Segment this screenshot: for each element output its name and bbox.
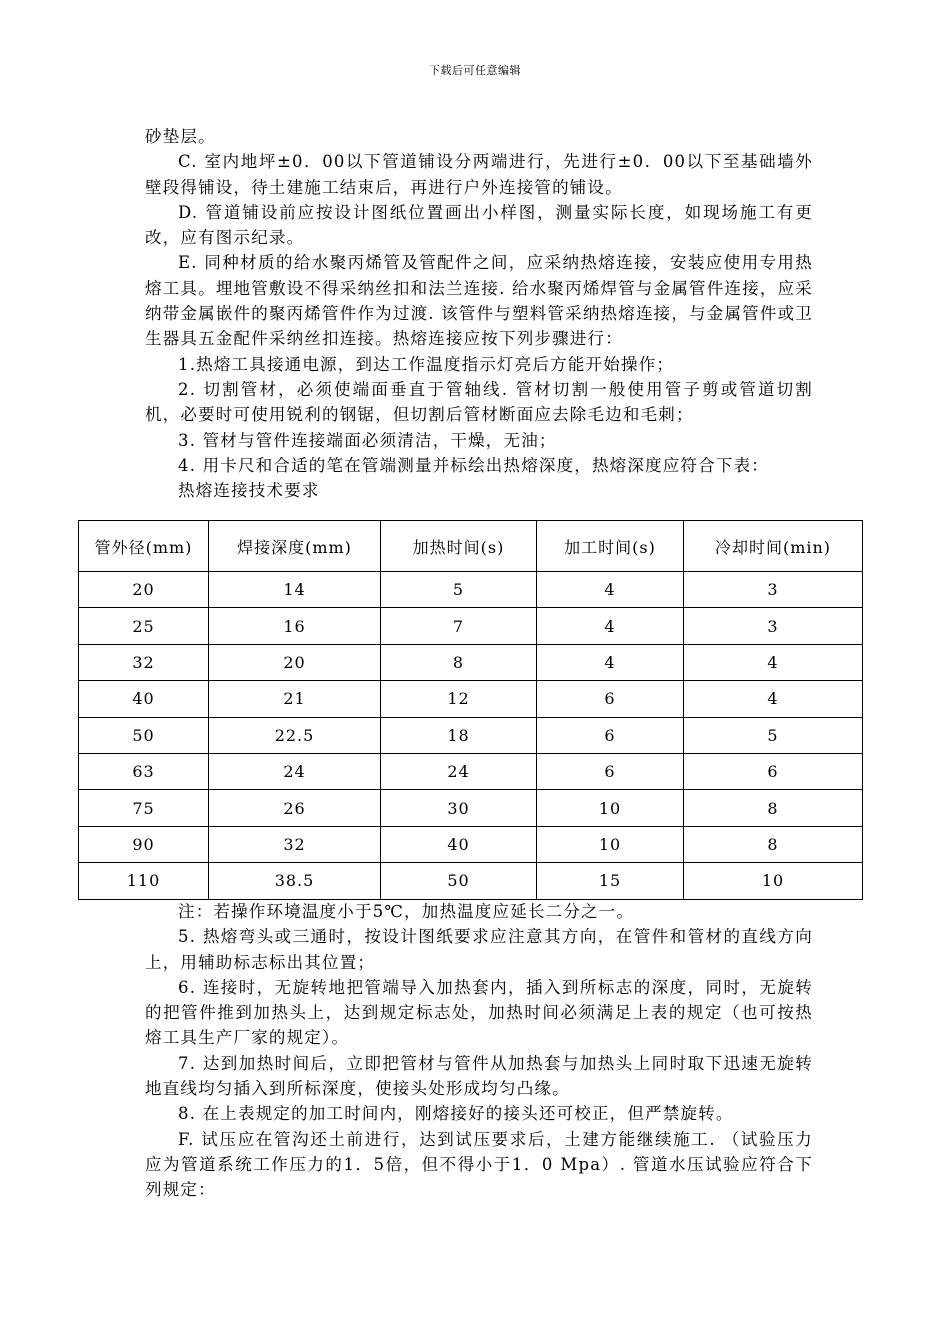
table-cell: 10 xyxy=(684,863,863,899)
table-cell: 5 xyxy=(381,572,537,608)
table-row xyxy=(79,863,863,899)
paragraph: D. 管道铺设前应按设计图纸位置画出小样图，测量实际长度，如现场施工有更改，应有图示纪录。 xyxy=(145,202,813,248)
table-cell: 20 xyxy=(79,572,209,608)
table-cell: 26 xyxy=(209,790,381,826)
paragraph: F. 试压应在管沟还土前进行，达到试压要求后，土建方能继续施工. （试验压力应为管道系统工作压力的1．5倍，但不得小于1．0 Mpa）. 管道水压试验应符合下列规定： xyxy=(145,1129,813,1200)
table-cell: 24 xyxy=(381,753,537,789)
table-cell: 14 xyxy=(209,572,381,608)
header-cool-time: 冷却时间(min) xyxy=(684,521,863,572)
table-cell: 40 xyxy=(381,826,537,862)
table-cell: 8 xyxy=(381,644,537,680)
table-cell: 50 xyxy=(381,863,537,899)
table-cell: 5 xyxy=(684,717,863,753)
table-row xyxy=(79,681,863,717)
header-process-time: 加工时间(s) xyxy=(537,521,684,572)
table-cell: 15 xyxy=(537,863,684,899)
table-cell: 32 xyxy=(209,826,381,862)
table-cell: 7 xyxy=(381,608,537,644)
table-row xyxy=(79,717,863,753)
table-cell: 16 xyxy=(209,608,381,644)
table-cell: 4 xyxy=(684,644,863,680)
table-cell: 90 xyxy=(79,826,209,862)
table-cell: 38.5 xyxy=(209,863,381,899)
table-row xyxy=(79,753,863,789)
paragraph: E. 同种材质的给水聚丙烯管及管配件之间，应采纳热熔连接，安装应使用专用热熔工具。埋地管敷设不得采纳丝扣和法兰连接. 给水聚丙烯焊管与金属管件连接，应采纳带金属嵌件的聚丙烯管件作为过渡. 该管件与塑料管采纳热熔连接，与金属管件或卫生器具五金配件采纳丝扣连接。热熔连接应按下列步骤进行： xyxy=(145,253,813,349)
table-cell: 6 xyxy=(684,753,863,789)
table-cell: 8 xyxy=(684,790,863,826)
table-row xyxy=(79,790,863,826)
page-header: 下载后可任意编辑 xyxy=(429,64,521,77)
body-text-after-table xyxy=(145,899,813,1203)
paragraph: 3. 管材与管件连接端面必须清洁，干燥，无油； xyxy=(178,430,557,450)
table-cell: 12 xyxy=(381,681,537,717)
table-cell: 22.5 xyxy=(209,717,381,753)
table-cell: 10 xyxy=(537,790,684,826)
table-cell: 3 xyxy=(684,608,863,644)
table-cell: 4 xyxy=(684,681,863,717)
paragraph: 6. 连接时，无旋转地把管端导入加热套内，插入到所标志的深度，同时，无旋转的把管件推到加热头上，达到规定标志处，加热时间必须满足上表的规定（也可按热熔工具生产厂家的规定）。 xyxy=(145,977,813,1048)
table-cell: 24 xyxy=(209,753,381,789)
paragraph: 5. 热熔弯头或三通时，按设计图纸要求应注意其方向，在管件和管材的直线方向上，用辅助标志标出其位置； xyxy=(145,927,813,972)
table-cell: 32 xyxy=(79,644,209,680)
table-header-row xyxy=(79,521,863,572)
header-heat-time: 加热时间(s) xyxy=(381,521,537,572)
table-cell: 20 xyxy=(209,644,381,680)
table-row xyxy=(79,826,863,862)
table-cell: 6 xyxy=(537,717,684,753)
table-cell: 10 xyxy=(537,826,684,862)
paragraph: C. 室内地坪±0．00以下管道铺设分两端进行，先进行±0．00以下至基础墙外壁段得铺设，待土建施工结束后，再进行户外连接管的铺设。 xyxy=(145,152,813,197)
table-cell: 4 xyxy=(537,608,684,644)
table-cell: 6 xyxy=(537,753,684,789)
paragraph: 8. 在上表规定的加工时间内，刚熔接好的接头还可校正，但严禁旋转。 xyxy=(178,1104,734,1124)
table-cell: 63 xyxy=(79,753,209,789)
table-row xyxy=(79,644,863,680)
paragraph: 4. 用卡尺和合适的笔在管端测量并标绘出热熔深度，热熔深度应符合下表： xyxy=(178,455,769,475)
table-cell: 6 xyxy=(537,681,684,717)
paragraph: 1.热熔工具接通电源，到达工作温度指示灯亮后方能开始操作； xyxy=(178,354,675,374)
header-pipe-od: 管外径(mm) xyxy=(79,521,209,572)
table-row xyxy=(79,608,863,644)
header-weld-depth: 焊接深度(mm) xyxy=(209,521,381,572)
table-cell: 40 xyxy=(79,681,209,717)
table-cell: 30 xyxy=(381,790,537,826)
body-text-before-table xyxy=(145,124,813,503)
paragraph: 热熔连接技术要求 xyxy=(178,481,320,501)
table-cell: 18 xyxy=(381,717,537,753)
table-cell: 75 xyxy=(79,790,209,826)
table-row xyxy=(79,572,863,608)
hot-melt-spec-table xyxy=(78,520,863,900)
table-cell: 4 xyxy=(537,572,684,608)
table-cell: 4 xyxy=(537,644,684,680)
paragraph: 7. 达到加热时间后，立即把管材与管件从加热套与加热头上同时取下迅速无旋转地直线均匀插入到所标深度，使接头处形成均匀凸缘。 xyxy=(145,1053,813,1099)
table-cell: 50 xyxy=(79,717,209,753)
paragraph: 2. 切割管材，必须使端面垂直于管轴线. 管材切割一般使用管子剪或管道切割机，必要时可使用锐利的钢锯，但切割后管材断面应去除毛边和毛刺； xyxy=(145,379,813,425)
table-cell: 3 xyxy=(684,572,863,608)
table-cell: 21 xyxy=(209,681,381,717)
paragraph: 注：若操作环境温度小于5℃，加热温度应延长二分之一。 xyxy=(178,902,635,921)
table-cell: 8 xyxy=(684,826,863,862)
paragraph: 砂垫层。 xyxy=(145,127,216,146)
table-cell: 25 xyxy=(79,608,209,644)
table-cell: 110 xyxy=(79,863,209,899)
